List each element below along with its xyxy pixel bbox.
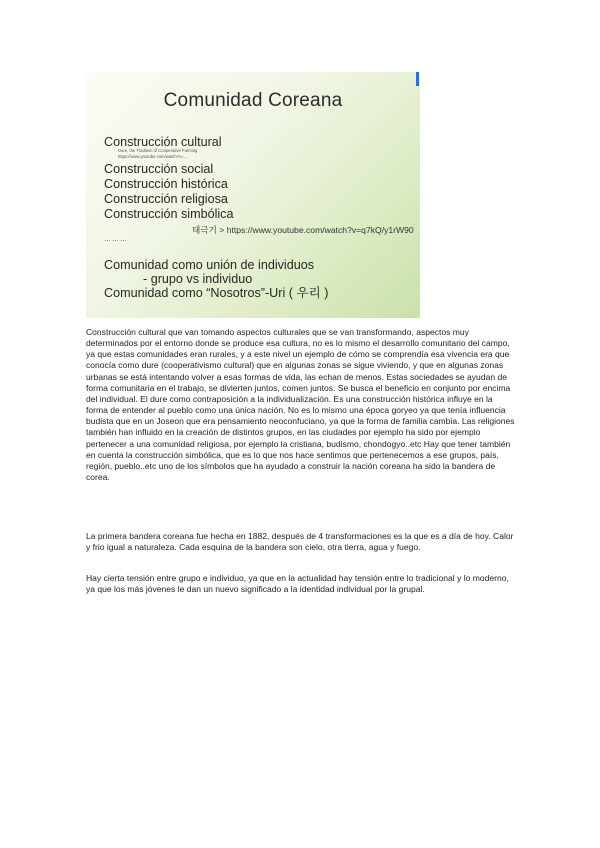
slide-line-union: Comunidad como unión de individuos (104, 258, 315, 272)
body-paragraph-2: La primera bandera coreana fue hecha en 1882, después de 4 transformaciones es la que es a día de hoy. Calor y frio igual a naturaleza. Cada esquina de la bandera son cielo, otra tierra, agua y fuego. (86, 531, 514, 553)
body-paragraph-3: Hay cierta tensión entre grupo e individuo, ya que en la actualidad hay tensión entre lo tradicional y lo moderno, ya que los más jóvenes le dan un nuevo significado a la identidad individual por la grupal. (86, 573, 509, 595)
body-paragraph-1: Construcción cultural que van tomando aspectos culturales que se van transformando, aspectos muy determinados por el entorno donde se produce esa cultura, no es lo mismo el desarrollo comunitario del campo, ya que estas comunidades eran rurales, y a este nivel un ejemplo de cómo se comprendía esa vivencia era que conocía como dure (cooperativismo cultural) que en algunas zonas se sigue viviendo, y que en algunas zonas urbanas se está intentando volver a esas formas de vida, las echan de menos. Estas sociedades se ayudan de forma comunitaria en el trabajo, se divierten juntos, comen juntos. Se busca el beneficio en conjunto por encima del individual. El dure como contraposición a la individualización. Es una construcción histórica influye en la forma de entender al pueblo como una única nación. No es lo mismo una época goryeo ya que tenía influencia budista que en un Joseon que era pensamiento neoconfuciano, ya que la forma de familia cambia. Las religiones también han influido en la creación de distintos grupos, en las ciudades por ejemplo ha sido por ejemplo pertenecer a una comunidad religiosa, por ejemplo la cristiana, budismo, chondogyo..etc Hay que tener también en cuenta la construcción simbólica, que es lo que nos hace sentimos que pertenecemos a ese grupos, país, región, pueblo..etc uno de los símbolos que ha ayudado a construir la nación coreana ha sido la bandera de corea. (86, 327, 515, 483)
slide-dots: ……… (104, 236, 128, 243)
slide-line-religiosa: Construcción religiosa (104, 192, 228, 206)
slide-line-grupo: - grupo vs individuo (143, 272, 253, 286)
slide-line-cultural: Construcción cultural (104, 135, 222, 149)
slide-tiny-note-2: https://www.youtube.com/watch?v=... (118, 154, 188, 159)
slide-line-nosotros: Comunidad como “Nosotros”-Uri ( 우리 ) (104, 286, 329, 300)
slide-line-historica: Construcción histórica (104, 177, 228, 191)
slide-title: Comunidad Coreana (163, 90, 343, 111)
slide-edge-marker (416, 72, 419, 86)
slide-tiny-note-1: Dure, the Tradition of Cooperative Farming (118, 148, 198, 153)
slide-line-social: Construcción social (104, 162, 214, 176)
slide-image (86, 72, 420, 318)
slide-link: 태극기 > https://www.youtube.com/watch?v=q7kQ/y1rW90 (192, 225, 414, 235)
slide-line-simbolica: Construcción simbólica (104, 207, 234, 221)
